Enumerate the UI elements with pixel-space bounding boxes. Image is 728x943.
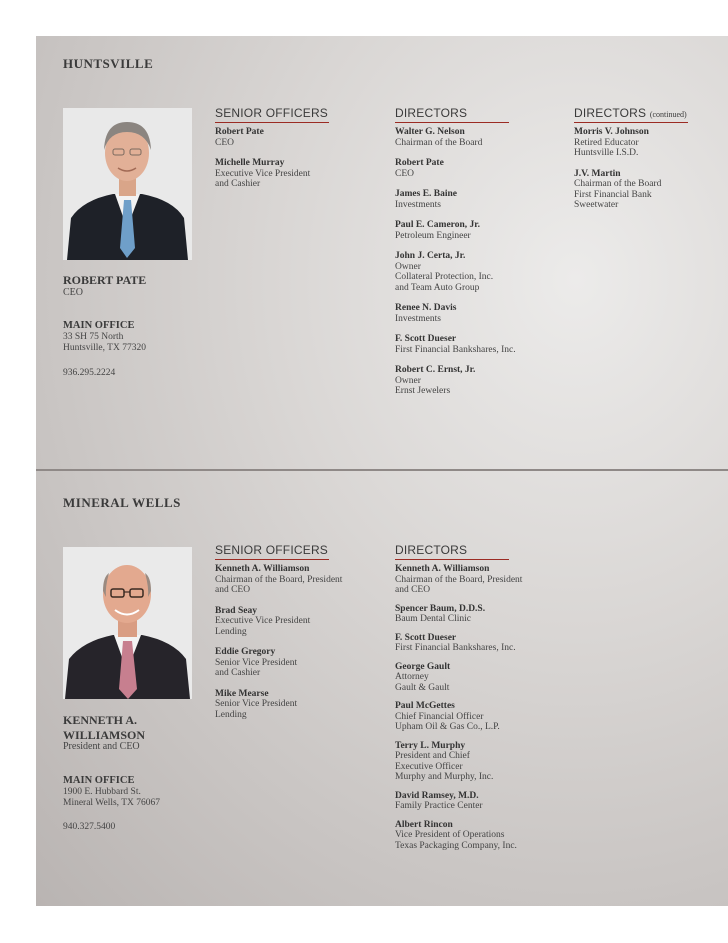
entry-detail: Senior Vice President <box>215 699 298 709</box>
entry-detail: Retired Educator <box>574 137 639 148</box>
list-item <box>395 820 565 852</box>
directors-heading: DIRECTORS <box>395 543 468 557</box>
list-item <box>574 169 724 211</box>
entry-name: F. Scott Dueser <box>395 632 457 643</box>
list-item <box>395 604 565 625</box>
person-name-line2: WILLIAMSON <box>63 728 146 742</box>
entry-detail: Executive Vice President <box>215 168 311 179</box>
entry-name: Robert Pate <box>395 158 444 168</box>
office-address-line1: 33 SH 75 North <box>63 331 124 342</box>
region-title-mineral-wells: MINERAL WELLS <box>63 495 181 510</box>
entry-name: Brad Seay <box>215 605 257 616</box>
portrait-robert-pate <box>63 108 192 260</box>
list-item <box>215 647 385 679</box>
entry-name: F. Scott Dueser <box>395 334 457 344</box>
entry-name: Spencer Baum, D.D.S. <box>395 603 486 614</box>
list-item <box>395 127 565 148</box>
heading-rule <box>215 122 329 123</box>
directors-continued-column <box>574 106 724 221</box>
entry-detail: Ernst Jewelers <box>395 386 451 396</box>
senior-officers-column <box>215 543 385 730</box>
entry-name: Kenneth A. Williamson <box>215 564 310 574</box>
list-item <box>215 158 385 190</box>
entry-detail: Senior Vice President <box>215 657 298 668</box>
list-item <box>395 662 565 694</box>
list-item <box>574 127 724 159</box>
person-title: President and CEO <box>63 741 140 752</box>
entry-detail: Investments <box>395 199 441 210</box>
heading-rule <box>215 559 329 560</box>
person-name: ROBERT PATE <box>63 273 147 287</box>
entry-name: Walter G. Nelson <box>395 127 465 137</box>
portrait-kenneth-williamson <box>63 547 192 699</box>
entry-detail: First Financial Bank <box>574 189 652 200</box>
entry-name: George Gault <box>395 661 451 672</box>
entry-detail: and Cashier <box>215 179 261 189</box>
directors-column <box>395 106 565 407</box>
entry-detail: Petroleum Engineer <box>395 230 471 241</box>
entry-detail: Lending <box>215 626 247 637</box>
senior-officers-column <box>215 106 385 200</box>
list-item <box>395 701 565 733</box>
list-item <box>395 220 565 241</box>
list-item <box>395 564 565 596</box>
entry-detail: Chief Financial Officer <box>395 711 484 722</box>
list-item <box>395 633 565 654</box>
entry-name: Morris V. Johnson <box>574 127 649 137</box>
list-item <box>395 741 565 783</box>
entry-detail: Collateral Protection, Inc. <box>395 272 494 282</box>
entry-name: Robert C. Ernst, Jr. <box>395 365 476 375</box>
entry-name: John J. Certa, Jr. <box>395 251 466 261</box>
entry-name: Paul McGettes <box>395 701 455 711</box>
entry-name: David Ramsey, M.D. <box>395 790 479 801</box>
entry-name: Kenneth A. Williamson <box>395 564 490 574</box>
entry-detail: Chairman of the Board, President <box>395 574 523 585</box>
entry-name: Albert Rincon <box>395 819 453 830</box>
entry-detail: Gault & Gault <box>395 682 450 693</box>
entry-detail: Vice President of Operations <box>395 830 505 840</box>
entry-detail: CEO <box>395 168 414 179</box>
entry-detail: Attorney <box>395 672 429 682</box>
directors-continued-heading <box>574 106 724 120</box>
main-office-label: MAIN OFFICE <box>63 320 135 331</box>
main-office-block <box>63 775 160 810</box>
entry-detail: First Financial Bankshares, Inc. <box>395 643 516 653</box>
entry-detail: Owner <box>395 375 421 386</box>
entry-name: Terry L. Murphy <box>395 740 466 751</box>
directors-column <box>395 543 565 859</box>
list-item <box>395 303 565 324</box>
list-item <box>395 791 565 812</box>
entry-detail: Upham Oil & Gas Co., L.P. <box>395 722 500 732</box>
entry-name: Michelle Murray <box>215 158 285 168</box>
entry-detail: First Financial Bankshares, Inc. <box>395 344 516 355</box>
list-item <box>395 334 565 355</box>
list-item <box>395 251 565 293</box>
office-phone: 940.327.5400 <box>63 822 116 832</box>
list-item <box>395 158 565 179</box>
entry-detail: Murphy and Murphy, Inc. <box>395 772 494 782</box>
entry-detail: Executive Vice President <box>215 616 311 626</box>
entry-detail: Chairman of the Board <box>395 137 483 148</box>
directors-heading: DIRECTORS <box>395 106 468 120</box>
main-office-block <box>63 320 146 355</box>
entry-detail: Lending <box>215 709 247 720</box>
list-item <box>215 606 385 638</box>
office-address-line1: 1900 E. Hubbard St. <box>63 786 141 797</box>
continued-label: (continued) <box>649 110 687 119</box>
entry-name: Mike Mearse <box>215 688 269 699</box>
entry-detail: Executive Officer <box>395 761 463 772</box>
heading-rule <box>395 122 509 123</box>
list-item <box>215 127 385 148</box>
entry-name: James E. Baine <box>395 189 458 199</box>
entry-detail: Chairman of the Board <box>574 179 662 189</box>
entry-detail: Family Practice Center <box>395 801 483 811</box>
senior-officers-heading: SENIOR OFFICERS <box>215 106 329 120</box>
heading-rule <box>574 122 688 123</box>
entry-name: J.V. Martin <box>574 168 621 179</box>
office-address-line2: Mineral Wells, TX 76067 <box>63 798 161 808</box>
entry-detail: and Team Auto Group <box>395 282 480 293</box>
list-item <box>215 564 385 596</box>
entry-detail: Baum Dental Clinic <box>395 614 471 624</box>
heading-rule <box>395 559 509 560</box>
directors-heading-text: DIRECTORS <box>574 106 647 120</box>
list-item <box>395 365 565 397</box>
person-name-line1: KENNETH A. <box>63 713 138 727</box>
person-name <box>63 713 145 743</box>
entry-detail: President and Chief <box>395 751 470 761</box>
section-divider <box>36 469 728 471</box>
office-address-line2: Huntsville, TX 77320 <box>63 343 146 353</box>
entry-name: Eddie Gregory <box>215 647 276 657</box>
person-title: CEO <box>63 287 83 298</box>
entry-detail: CEO <box>215 137 234 148</box>
list-item <box>395 189 565 210</box>
entry-detail: Sweetwater <box>574 200 619 210</box>
region-title-huntsville: HUNTSVILLE <box>63 56 154 71</box>
entry-detail: and CEO <box>215 585 251 595</box>
entry-name: Paul E. Cameron, Jr. <box>395 220 480 230</box>
entry-detail: Owner <box>395 261 421 272</box>
entry-name: Robert Pate <box>215 127 264 137</box>
entry-detail: Huntsville I.S.D. <box>574 148 639 158</box>
entry-detail: Chairman of the Board, President <box>215 574 343 585</box>
senior-officers-heading: SENIOR OFFICERS <box>215 543 329 557</box>
main-office-label: MAIN OFFICE <box>63 775 135 786</box>
office-phone: 936.295.2224 <box>63 368 116 378</box>
entry-detail: and CEO <box>395 585 431 595</box>
entry-detail: and Cashier <box>215 668 261 678</box>
entry-detail: Texas Packaging Company, Inc. <box>395 840 517 851</box>
entry-name: Renee N. Davis <box>395 303 457 313</box>
entry-detail: Investments <box>395 313 441 324</box>
list-item <box>215 689 385 721</box>
